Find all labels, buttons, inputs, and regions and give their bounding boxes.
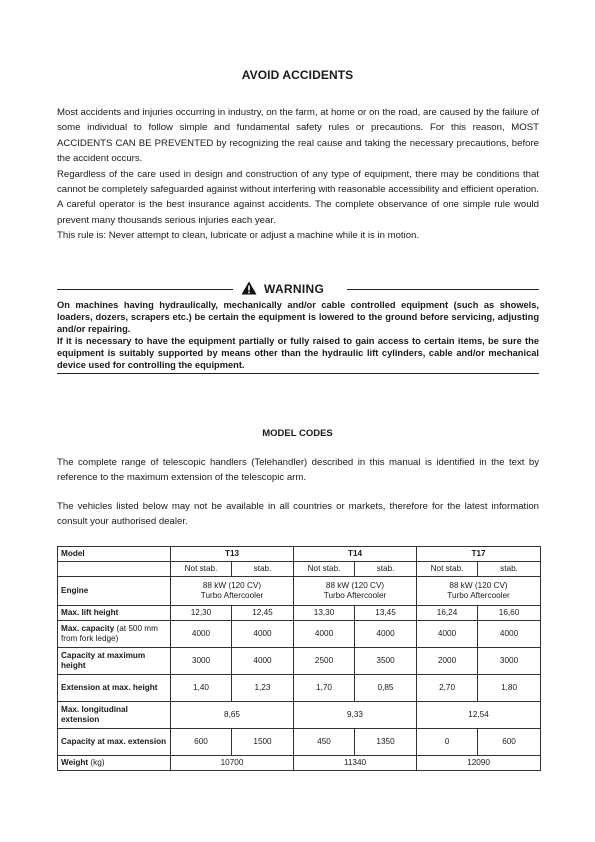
table-cell: 1500: [232, 729, 294, 756]
warning-rule-right: [347, 289, 539, 290]
table-cell: 4000: [417, 621, 478, 648]
table-cell: 3000: [171, 648, 232, 675]
row-label: Max. lift height: [58, 606, 171, 621]
row-label-bold: Weight: [61, 758, 89, 767]
table-cell: 2,70: [417, 675, 478, 702]
row-label: [58, 756, 171, 771]
warning-rule-left: [57, 289, 233, 290]
warning-paragraph: On machines having hydraulically, mechanically and/or cable controlled equipment (such as showels, loaders, dozers, scrapers etc.) be certain the equipment is lowered to the ground before servicing, adjusting and/or repairing.: [57, 300, 539, 334]
table-cell: 88 kW (120 CV) Turbo Aftercooler: [171, 577, 294, 606]
subheader-cell: stab.: [355, 562, 417, 577]
warning-triangle-icon: [241, 281, 257, 298]
table-cell: 2500: [294, 648, 355, 675]
table-row-extension-max-height: [58, 675, 541, 702]
subheader-cell: Not stab.: [294, 562, 355, 577]
model-codes-table: [57, 546, 541, 771]
intro-paragraph: This rule is: Never attempt to clean, lubricate or adjust a machine while it is in motion.: [57, 230, 420, 242]
table-cell: 88 kW (120 CV) Turbo Aftercooler: [417, 577, 541, 606]
warning-label: [241, 281, 324, 297]
header-model-t14: T14: [294, 547, 417, 562]
row-label: Extension at max. height: [58, 675, 171, 702]
table-cell: 12,54: [417, 702, 541, 729]
warning-bottom-rule: [57, 373, 539, 374]
warning-title: WARNING: [264, 282, 325, 296]
row-label: Engine: [58, 577, 171, 606]
table-cell: 11340: [294, 756, 417, 771]
table-cell: 1,23: [232, 675, 294, 702]
table-cell: 0: [417, 729, 478, 756]
model-codes-paragraph: The vehicles listed below may not be available in all countries or markets, therefore for the latest information consult your authorised dealer.: [57, 500, 539, 528]
table-cell: 4000: [232, 621, 294, 648]
row-label: [58, 621, 171, 648]
warning-body: [57, 300, 539, 371]
table-cell: 8,65: [171, 702, 294, 729]
table-cell: 16,60: [478, 606, 541, 621]
header-model-t13: T13: [171, 547, 294, 562]
table-cell: 600: [171, 729, 232, 756]
table-cell: 9,33: [294, 702, 417, 729]
subheader-cell: stab.: [478, 562, 541, 577]
row-label: Capacity at maximum height: [58, 648, 171, 675]
table-cell: 3500: [355, 648, 417, 675]
table-cell: 0,85: [355, 675, 417, 702]
row-label-bold: Max. capacity: [61, 624, 115, 633]
table-row-capacity-max-extension: [58, 729, 541, 756]
table-cell: 12,30: [171, 606, 232, 621]
model-codes-text: [57, 455, 539, 543]
table-cell: 450: [294, 729, 355, 756]
warning-header: [57, 281, 539, 297]
table-cell: [58, 562, 171, 577]
intro-paragraph: Regardless of the care used in design and construction of any type of equipment, there may be conditions that cannot be completely safeguarded against without interfering with reasonable accessibility and efficient operation.: [57, 168, 539, 196]
table-cell: 4000: [294, 621, 355, 648]
table-cell: 1,40: [171, 675, 232, 702]
page-title: AVOID ACCIDENTS: [241, 68, 354, 82]
warning-paragraph: If it is necessary to have the equipment partially or fully raised to gain access to certain items, be sure the equipment is suitably supported by means other than the hydraulic lift cylinders, cable and/or mechanical device used for controlling the equipment.: [57, 335, 539, 370]
row-label-note: (at 500 mm from fork ledge): [61, 624, 158, 643]
table-cell: 4000: [171, 621, 232, 648]
table-cell: 12,45: [232, 606, 294, 621]
table-row-max-lift-height: [58, 606, 541, 621]
table-cell: 88 kW (120 CV) Turbo Aftercooler: [294, 577, 417, 606]
table-cell: 10700: [171, 756, 294, 771]
table-cell: 13,30: [294, 606, 355, 621]
table-cell: 4000: [478, 621, 541, 648]
subheader-cell: Not stab.: [171, 562, 232, 577]
table-cell: 4000: [232, 648, 294, 675]
intro-paragraph: A careful operator is the best insurance against accidents. The complete observance of one simple rule would prevent many thousands serious injuries each year.: [57, 199, 539, 226]
table-cell: 4000: [355, 621, 417, 648]
model-codes-paragraph: The complete range of telescopic handlers (Telehandler) described in this manual is identified in the text by reference to the maximum extension of the telescopic arm.: [57, 457, 539, 484]
table-cell: 1,80: [478, 675, 541, 702]
table-cell: 600: [478, 729, 541, 756]
table-cell: 2000: [417, 648, 478, 675]
table-row-max-longitudinal-extension: [58, 702, 541, 729]
table-row-engine: [58, 577, 541, 606]
header-model: Model: [58, 547, 171, 562]
table-cell: 16,24: [417, 606, 478, 621]
subheader-cell: stab.: [232, 562, 294, 577]
row-label: Max. longitudinal extension: [58, 702, 171, 729]
table-cell: 12090: [417, 756, 541, 771]
table-row-weight: [58, 756, 541, 771]
header-model-t17: T17: [417, 547, 541, 562]
subheader-cell: Not stab.: [417, 562, 478, 577]
table-cell: 1,70: [294, 675, 355, 702]
table-cell: 1350: [355, 729, 417, 756]
table-row-max-capacity: [58, 621, 541, 648]
table-row-capacity-max-height: [58, 648, 541, 675]
model-codes-title: MODEL CODES: [262, 428, 333, 439]
table-subheader-row: [58, 562, 541, 577]
table-header-row: [58, 547, 541, 562]
intro-paragraph: Most accidents and injuries occurring in industry, on the farm, at home or on the road, are caused by the failure of some individual to follow simple and fundamental safety rules or precautions. For this reason, MOST ACCIDENTS CAN BE PREVENTED by recognizing the real cause and taking the necessary precautions, before the accident occurs.: [57, 107, 539, 165]
row-label-unit: (kg): [88, 758, 105, 767]
table-cell: 13,45: [355, 606, 417, 621]
table-cell: 3000: [478, 648, 541, 675]
row-label: Capacity at max. extension: [58, 729, 171, 756]
intro-text: [57, 105, 539, 244]
